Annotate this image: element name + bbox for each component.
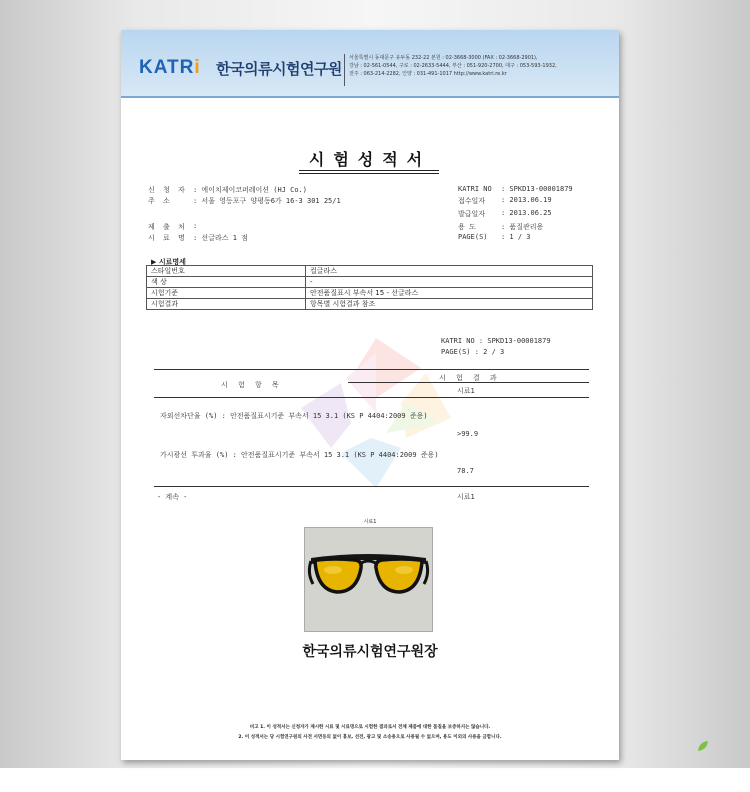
leaf-icon bbox=[697, 740, 709, 752]
results-top-rule bbox=[154, 369, 589, 370]
address-label: 주 소 bbox=[148, 197, 172, 205]
purpose-label: 용 도 bbox=[458, 223, 476, 231]
sample-photo bbox=[304, 527, 433, 632]
table-row bbox=[147, 299, 593, 310]
test-item-result: 78.7 bbox=[457, 467, 474, 475]
continued-note: - 계속 - bbox=[157, 493, 188, 501]
document-title: 시험성적서 bbox=[308, 150, 432, 169]
test-report-document bbox=[121, 30, 619, 760]
document-header bbox=[121, 30, 619, 96]
test-item-column-heading: 시 험 항 목 bbox=[221, 381, 282, 389]
note-line: 비고 1. 이 성적서는 신청자가 제시한 시료 및 시료명으로 시험한 결과로서 전체 제품에 대한 품질을 보증하지는 않습니다. bbox=[249, 725, 491, 730]
spec-value: 항목별 시험결과 참조 bbox=[306, 299, 593, 310]
spec-value: - bbox=[306, 277, 593, 288]
issued-date-value: : 2013.06.25 bbox=[501, 209, 552, 217]
spec-value: 컬글라스 bbox=[306, 266, 593, 277]
sample-name-label: 시 료 명 bbox=[148, 234, 187, 242]
katri-no-value: : SPKD13-00001879 bbox=[501, 185, 573, 193]
header-contact-info bbox=[349, 54, 557, 78]
footer-sample-label: 시료1 bbox=[457, 493, 475, 501]
page2-page: PAGE(S) : 2 / 3 bbox=[441, 348, 505, 356]
director-signature: 한국의류시험연구원장 bbox=[302, 644, 438, 660]
page-value: : 1 / 3 bbox=[501, 233, 531, 241]
results-column-heading: 시 험 결 과 bbox=[439, 374, 500, 382]
sunglasses-icon bbox=[305, 528, 432, 631]
photo-caption: 시료1 bbox=[363, 519, 377, 525]
results-bottom-rule bbox=[154, 486, 589, 487]
sample-details-table bbox=[146, 265, 593, 310]
purpose-value: : 품질관리용 bbox=[501, 223, 544, 231]
header-info-line: 서울특별시 동대문구 유두동 232-22 본원 : 02-3668-3000 (FAX : 02-3668-2901), bbox=[349, 55, 538, 61]
sample-name-value: : 선글라스 1 점 bbox=[193, 234, 248, 242]
katri-logo: KATRi bbox=[139, 57, 201, 78]
header-info-line: 전주 : 063-214-2282, 인양 : 031-491-1017 http://www.katri.re.kr bbox=[349, 71, 507, 77]
spec-value: 안전품질표시 부속서 15 - 선글라스 bbox=[306, 288, 593, 299]
test-item-name: 가시광선 투과율 (%) : 안전품질표시기준 부속서 15 3.1 (KS P 4404:2009 준용) bbox=[160, 451, 439, 459]
spec-label: 시험결과 bbox=[147, 299, 306, 310]
katri-no-label: KATRI NO bbox=[458, 185, 492, 193]
spec-label: 시험기준 bbox=[147, 288, 306, 299]
test-item-name: 자외선차단율 (%) : 안전품질표시기준 부속서 15 3.1 (KS P 4404:2009 준용) bbox=[160, 412, 428, 420]
submitter-label: 제 출 처 bbox=[148, 223, 187, 231]
received-date-value: : 2013.06.19 bbox=[501, 196, 552, 204]
sample-column-heading: 시료1 bbox=[457, 387, 475, 395]
table-row bbox=[147, 266, 593, 277]
page-bottom-band bbox=[0, 768, 750, 792]
table-row bbox=[147, 288, 593, 299]
spec-label: 스타일번호 bbox=[147, 266, 306, 277]
results-sub-rule bbox=[348, 382, 589, 383]
header-rule bbox=[121, 96, 619, 98]
title-underline bbox=[299, 170, 439, 171]
title-underline bbox=[299, 173, 439, 174]
applicant-label: 신 청 자 bbox=[148, 186, 187, 194]
issued-date-label: 발급일자 bbox=[458, 210, 486, 218]
sample-details-heading: ▶ 시료명세 bbox=[151, 258, 186, 266]
test-item-result: >99.9 bbox=[457, 430, 479, 438]
header-info-line: 강남 : 02-561-0544, 구로 : 02-2633-5444, 부산 : 051-920-2700, 대구 : 053-593-1932, bbox=[349, 63, 557, 69]
org-name: 한국의류시험연구원 bbox=[216, 60, 342, 78]
address-value: : 서울 영등포구 양평동6가 16-3 301 25/1 bbox=[193, 197, 341, 205]
document-notes bbox=[121, 723, 619, 743]
applicant-value: : 에이치제이코퍼레이션 (HJ Co.) bbox=[193, 186, 307, 194]
header-divider bbox=[344, 54, 345, 86]
submitter-value: : bbox=[193, 222, 198, 230]
page-label: PAGE(S) bbox=[458, 233, 488, 241]
spec-label: 색 상 bbox=[147, 277, 306, 288]
received-date-label: 접수일자 bbox=[458, 197, 486, 205]
page2-katri-no: KATRI NO : SPKD13-00001879 bbox=[441, 337, 551, 345]
table-row bbox=[147, 277, 593, 288]
note-line: 2. 이 성적서는 당 시험연구원의 사전 서면동의 없이 홍보, 선전, 광고 및 소송용으로 사용될 수 없으며, 용도 이외의 사용을 금합니다. bbox=[238, 735, 502, 740]
results-header-rule bbox=[154, 397, 589, 398]
